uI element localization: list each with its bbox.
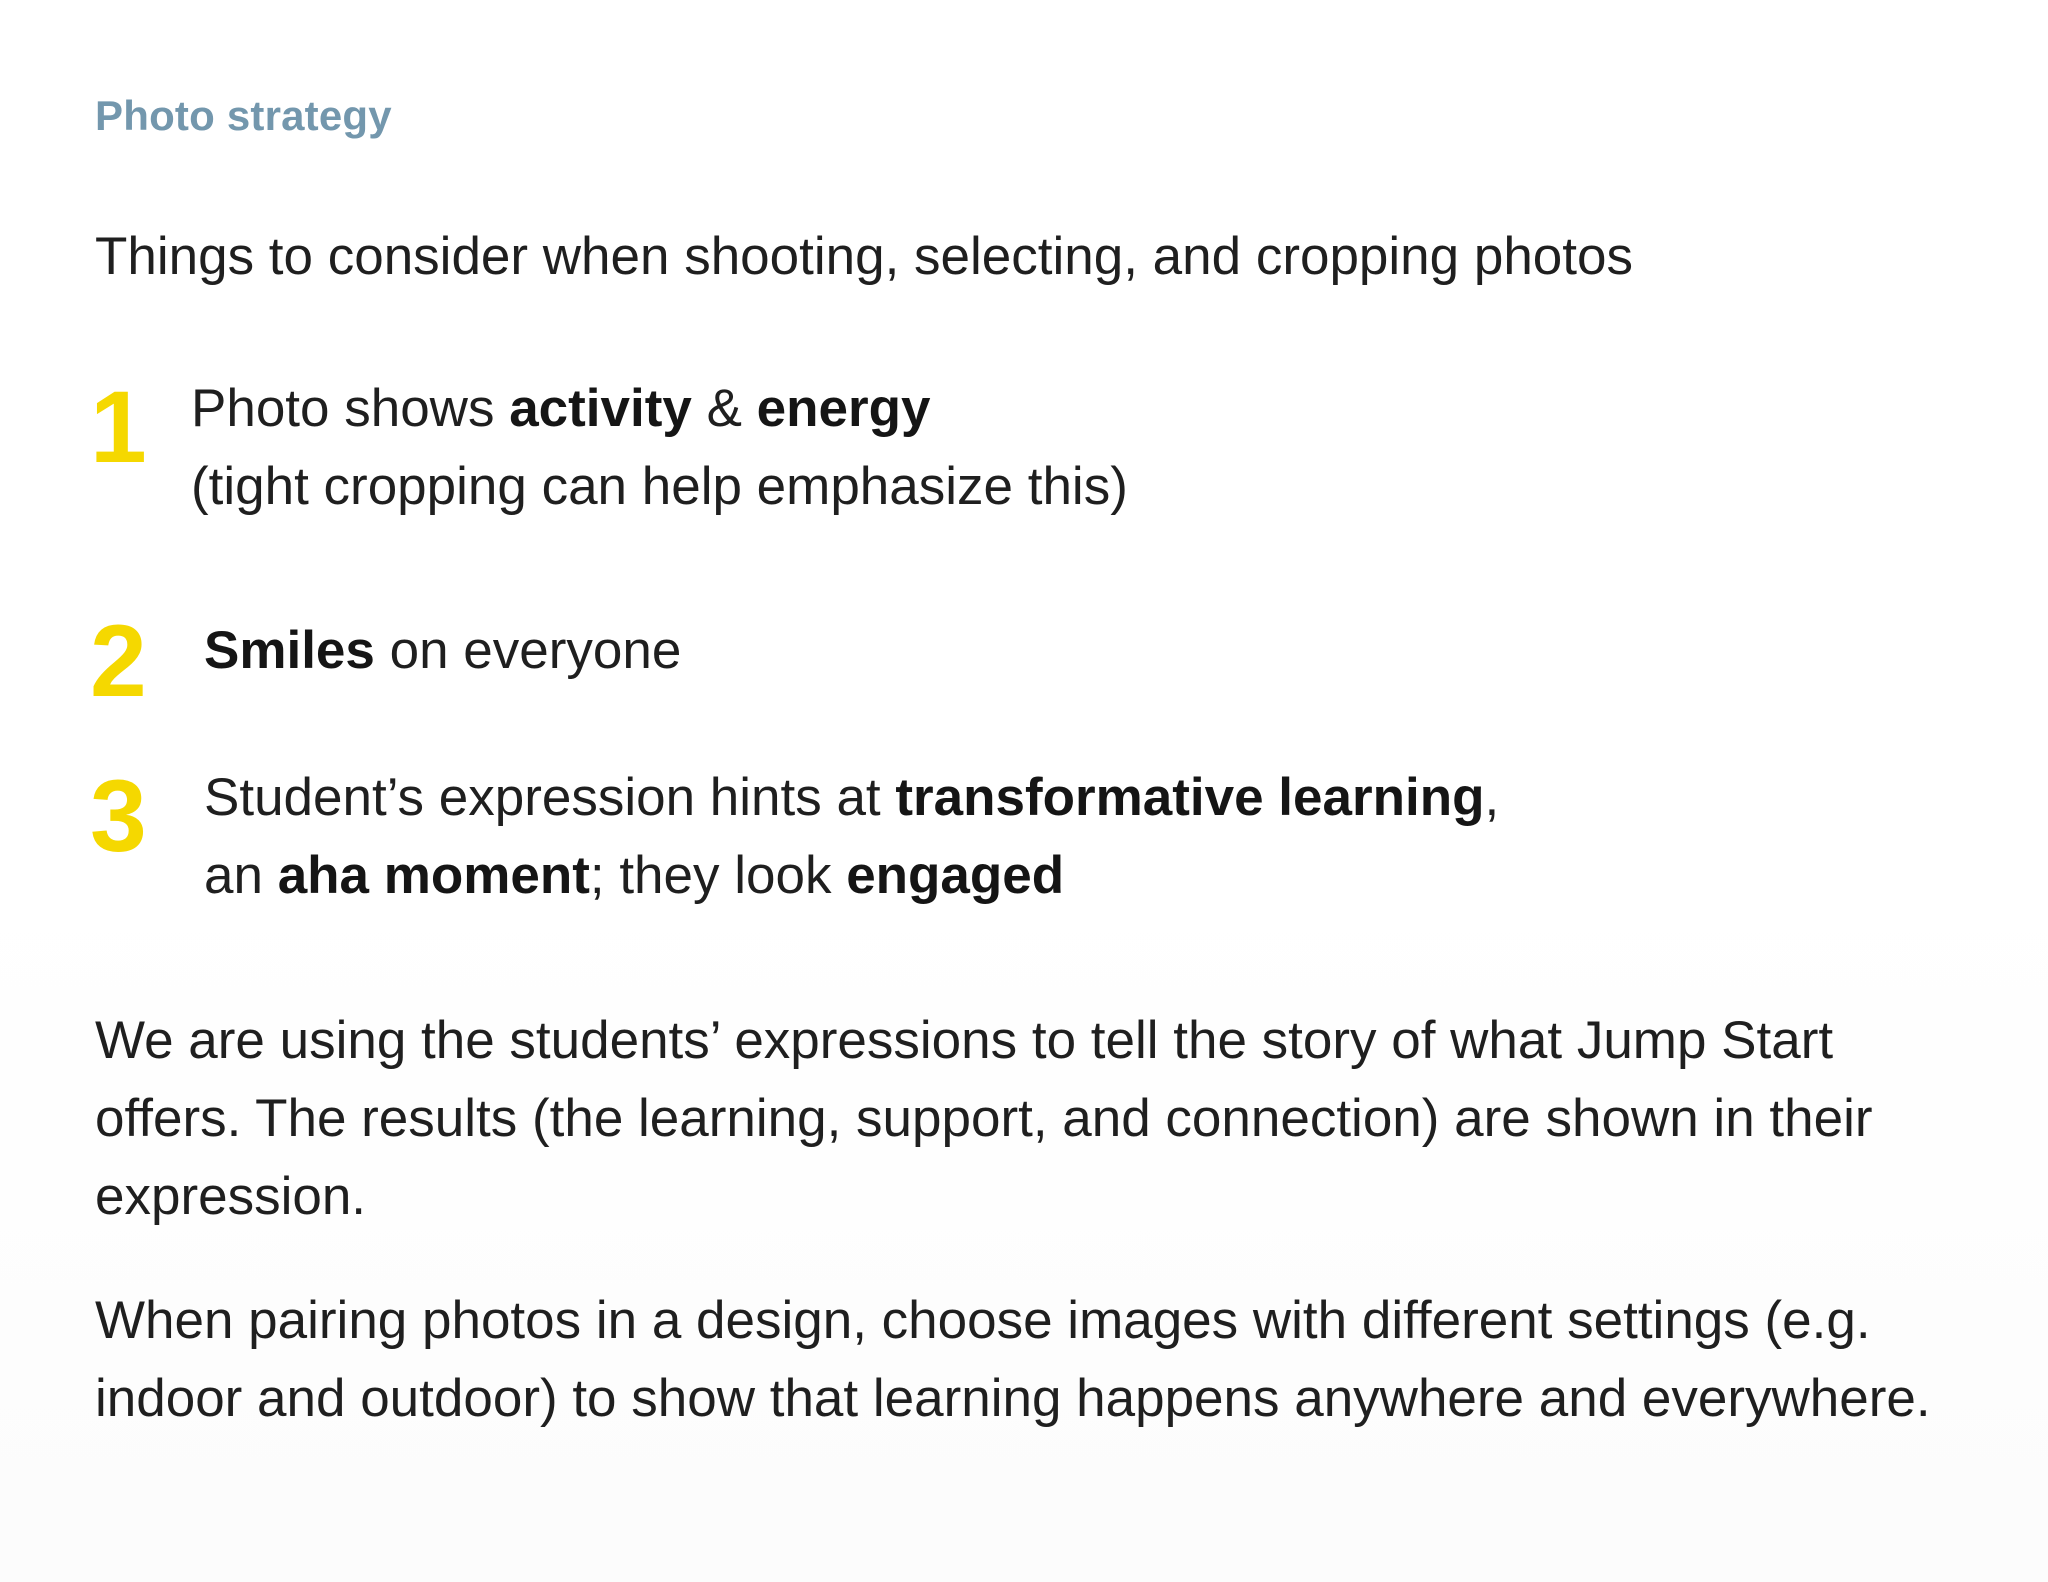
item-number: 1	[90, 370, 147, 484]
emphasis: energy	[756, 379, 931, 438]
item-text	[204, 612, 681, 690]
emphasis: engaged	[846, 846, 1065, 905]
section-eyebrow: Photo strategy	[95, 92, 392, 139]
item-line: Student’s expression hints at transformative learning,	[204, 768, 1500, 827]
item-number: 3	[90, 759, 147, 873]
item-line: (tight cropping can help emphasize this)	[191, 457, 1128, 516]
body-paragraph: We are using the students’ expressions to tell the story of what Jump Start offers. The results (the learning, support, and connection) are shown in their expression.	[95, 1011, 1873, 1226]
item-line: Photo shows activity & energy	[191, 379, 931, 438]
body-paragraph: When pairing photos in a design, choose images with different settings (e.g. indoor and outdoor) to show that learning happens anywhere and everywhere.	[95, 1291, 1931, 1428]
item-text	[191, 370, 1128, 526]
emphasis: Smiles	[204, 621, 375, 680]
item-line: Smiles on everyone	[204, 621, 682, 680]
emphasis: transformative learning	[895, 768, 1485, 827]
intro-heading: Things to consider when shooting, selecting, and cropping photos	[95, 227, 1633, 286]
emphasis: aha moment	[277, 846, 590, 905]
item-text	[204, 759, 1499, 915]
emphasis: activity	[509, 379, 692, 438]
item-line: an aha moment; they look engaged	[204, 846, 1065, 905]
item-number: 2	[90, 604, 147, 718]
